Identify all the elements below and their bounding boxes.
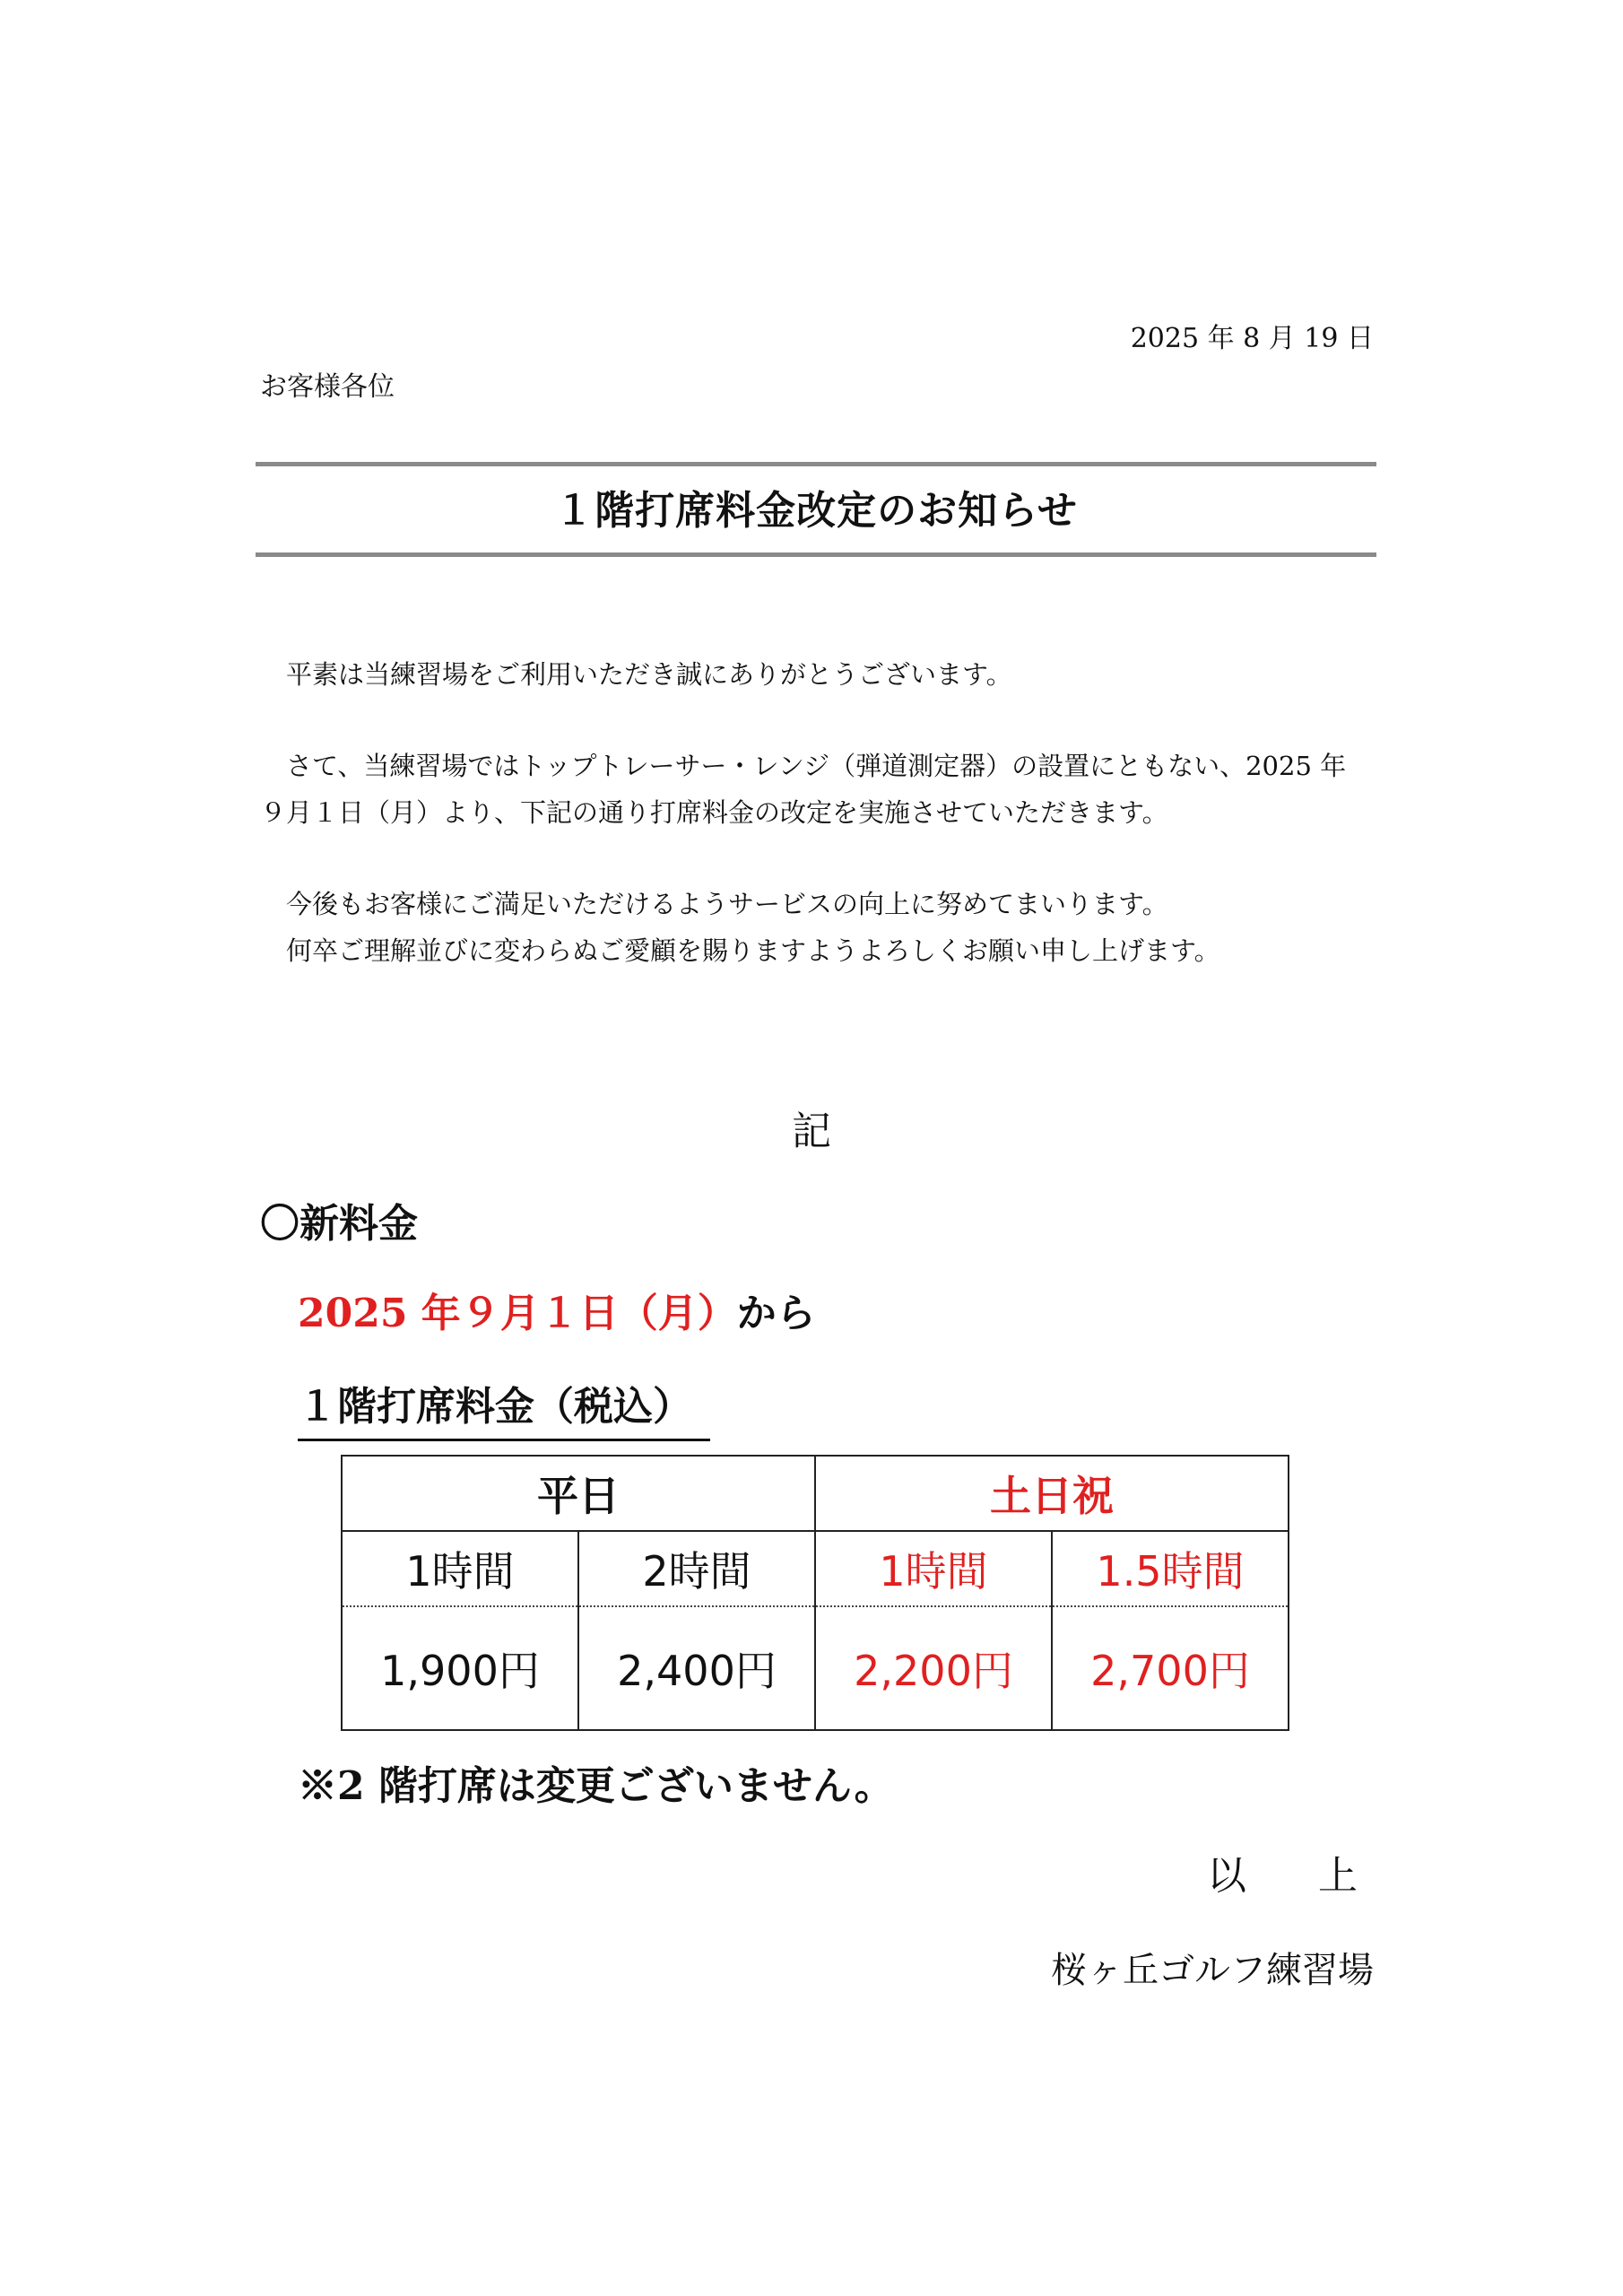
addressee: お客様各位 (260, 371, 395, 403)
closing-ijo: 以 上 (1207, 1853, 1374, 1899)
table-price-row (342, 1606, 1289, 1730)
announcement-line-2: ９月１日（月）より、下記の通り打席料金の改定を実施させていただきます。 (260, 797, 1168, 828)
announcement-paragraph (260, 743, 1381, 836)
holiday-header: 土日祝 (815, 1456, 1289, 1531)
document-date: 2025 年 8 月 19 日 (1130, 323, 1374, 354)
closing-line-1: 今後もお客様にご満足いただけるようサービスの向上に努めてまいります。 (260, 889, 1168, 919)
closing-paragraph (260, 881, 1381, 974)
greeting-paragraph (260, 651, 1381, 698)
weekday-header: 平日 (342, 1456, 815, 1531)
holiday-duration-1h: 1時間 (815, 1531, 1052, 1606)
holiday-duration-1-5h: 1.5時間 (1052, 1531, 1289, 1606)
closing-line-2: 何卒ご理解並びに変わらぬご愛顧を賜りますようよろしくお願い申し上げます。 (260, 935, 1220, 966)
effective-date: 2025 年９月１日（月） (298, 1291, 737, 1336)
title-rule-top (256, 462, 1376, 466)
weekday-duration-1h: 1時間 (342, 1531, 578, 1606)
weekday-price-1h: 1,900円 (342, 1606, 578, 1730)
second-floor-note: ※2 階打席は変更ございません。 (298, 1763, 894, 1809)
weekday-duration-2h: 2時間 (578, 1531, 815, 1606)
weekday-price-2h: 2,400円 (578, 1606, 815, 1730)
new-fee-heading: 〇新料金 (260, 1201, 418, 1247)
document-title: １階打席料金改定のお知らせ (554, 488, 1078, 534)
title-rule-bottom (256, 552, 1376, 557)
table-header-row (342, 1456, 1289, 1531)
effective-date-line (298, 1281, 816, 1338)
ki-heading: 記 (792, 1109, 831, 1154)
effective-date-suffix: から (736, 1291, 816, 1336)
holiday-price-1-5h: 2,700円 (1052, 1606, 1289, 1730)
announcement-line-1: さて、当練習場ではトップトレーサー・レンジ（弾道測定器）の設置にともない、2025 年 (260, 751, 1347, 781)
greeting-line: 平素は当練習場をご利用いただき誠にありがとうございます。 (260, 659, 1012, 690)
holiday-price-1h: 2,200円 (815, 1606, 1052, 1730)
table-duration-row (342, 1531, 1289, 1606)
fee-table (341, 1455, 1289, 1731)
organization-name: 桜ヶ丘ゴルフ練習場 (1051, 1950, 1374, 1991)
fee-subheading: １階打席料金（税込） (298, 1374, 710, 1441)
